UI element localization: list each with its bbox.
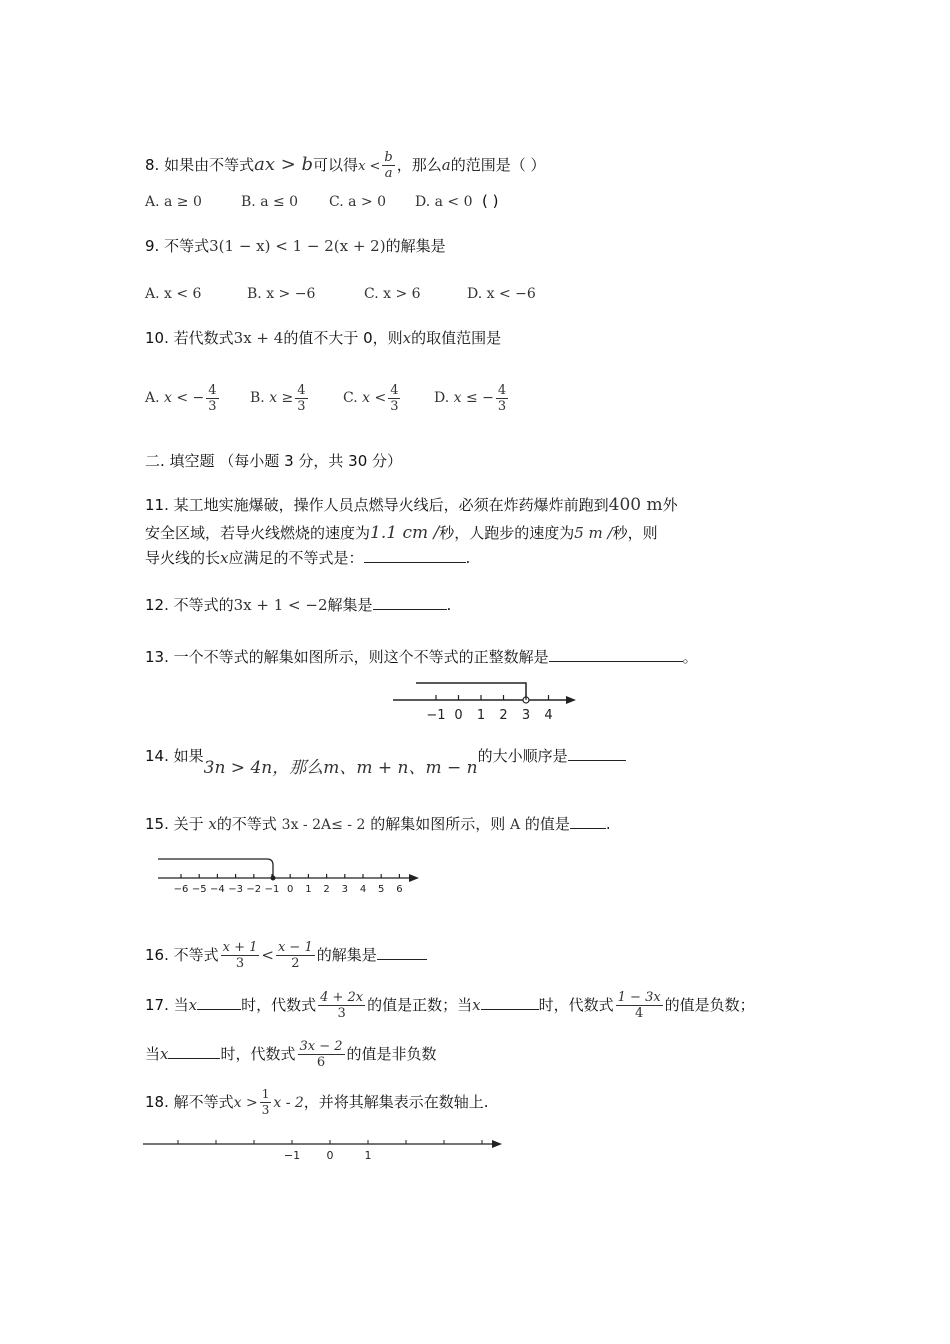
q15-number-line [155, 854, 425, 898]
q17-line2: 当x 时，代数式 $\frac{3x - 2}{6}$ 的值是非负数 [145, 1039, 437, 1070]
tick-label: 0 [287, 884, 294, 895]
q17-blank-1[interactable] [197, 994, 241, 1010]
tick-label: 3 [521, 708, 531, 723]
q9-option-b: B. x > −6 [247, 286, 316, 302]
q8-option-a: A. a ≥ 0 [145, 194, 202, 210]
tick-label: 1 [476, 708, 486, 723]
tick-label: 4 [544, 708, 553, 723]
q8-option-d: D. a < 0 [415, 194, 473, 210]
tick-label: 3 [341, 884, 348, 895]
q13-number-line [390, 676, 582, 726]
tick-label: 2 [499, 708, 508, 723]
q14-answer-blank[interactable] [568, 745, 626, 761]
tick-label: 1 [364, 1149, 372, 1162]
q10-option-d: D. x ≤ − $\frac{4}{3}$ [434, 382, 507, 414]
tick-label: −5 [191, 884, 207, 895]
q17-line1: 17. 当x 时，代数式 $\frac{4 + 2x}{3}$ 的值是正数；当x 时，代数式 $\frac{1 - 3x}{4}$ 的值是负数； [145, 990, 755, 1021]
q13-stem: 13. 一个不等式的解集如图所示，则这个不等式的正整数解是 。 [145, 648, 698, 666]
q8-option-c: C. a > 0 [329, 194, 386, 210]
q9-option-a: A. x < 6 [145, 286, 202, 302]
q16-answer-blank[interactable] [377, 944, 427, 960]
arrow-icon [566, 696, 576, 704]
tick-label: 1 [305, 884, 312, 895]
tick-label: 0 [454, 708, 463, 723]
q13-answer-blank[interactable] [549, 646, 683, 662]
q10-stem: 10. 若代数式3x + 4的值不大于 0，则x的取值范围是 [145, 329, 502, 347]
q11-line1: 11. 某工地实施爆破，操作人员点燃导火线后，必须在炸药爆炸前跑到400 m外 [145, 495, 678, 515]
q9-option-c: C. x > 6 [364, 286, 421, 302]
q10-option-c: C. x < $\frac{4}{3}$ [343, 382, 399, 414]
section-title: 二. 填空题 （每小题 3 分，共 30 分） [145, 452, 403, 470]
q9-stem: 9. 不等式3(1 − x) < 1 − 2(x + 2)的解集是 [145, 237, 446, 255]
q18-stem: 18. 解不等式x > $\frac{1}{3}$ x - 2，并将其解集表示在数轴上. [145, 1087, 489, 1117]
q11-line2: 安全区域，若导火线燃烧的速度为1.1 cm /秒，人跑步的速度为5 m /秒，则 [145, 523, 658, 543]
arrow-icon [409, 874, 419, 882]
q9-option-d: D. x < −6 [467, 286, 536, 302]
tick-label: 2 [323, 884, 330, 895]
solution-ray [158, 859, 273, 877]
q8-option-b: B. a ≤ 0 [241, 194, 299, 210]
q8-answer-paren: ( ) [482, 192, 499, 210]
q16-stem: 16. 不等式 $\frac{x + 1}{3}$ < $\frac{x - 1}{2}$ 的解集是 [145, 935, 427, 975]
q11-line3: 导火线的长x应满足的不等式是： . [145, 549, 471, 567]
solution-ray [416, 683, 526, 698]
tick-label: −4 [210, 884, 225, 895]
tick-label: −1 [426, 708, 446, 723]
q11-answer-blank[interactable] [364, 547, 466, 563]
tick-label: −1 [264, 884, 280, 895]
closed-dot [271, 876, 276, 881]
q8-stem: 8. 如果由不等式ax > b可以得x < $\frac{b}{a}$ ，那么a的范围是（ ） [145, 150, 546, 181]
tick-label: −3 [228, 884, 243, 895]
q17-blank-3[interactable] [168, 1043, 220, 1059]
q18-number-line [140, 1132, 510, 1168]
tick-label: −2 [246, 884, 262, 895]
q12-stem: 12. 不等式的3x + 1 < −2解集是 . [145, 596, 452, 614]
q12-answer-blank[interactable] [373, 594, 447, 610]
tick-label: −1 [283, 1149, 301, 1162]
tick-label: 6 [396, 884, 403, 895]
q14-stem: 14. 如果3n > 4n，那么m、m + n、m − n的大小顺序是 [145, 745, 626, 767]
tick-label: 0 [326, 1149, 334, 1162]
q15-answer-blank[interactable] [570, 813, 606, 829]
tick-label: 4 [359, 884, 367, 895]
q17-blank-2[interactable] [481, 994, 539, 1010]
tick-label: 5 [378, 884, 385, 895]
q10-option-a: A. x < − $\frac{4}{3}$ [145, 382, 217, 414]
q10-option-b: B. x ≥ $\frac{4}{3}$ [250, 382, 306, 414]
arrow-icon [492, 1140, 502, 1148]
q15-stem: 15. 关于 x的不等式 3x - 2A≤ - 2 的解集如图所示，则 A 的值是 . [145, 815, 611, 833]
tick-label: −6 [173, 884, 189, 895]
